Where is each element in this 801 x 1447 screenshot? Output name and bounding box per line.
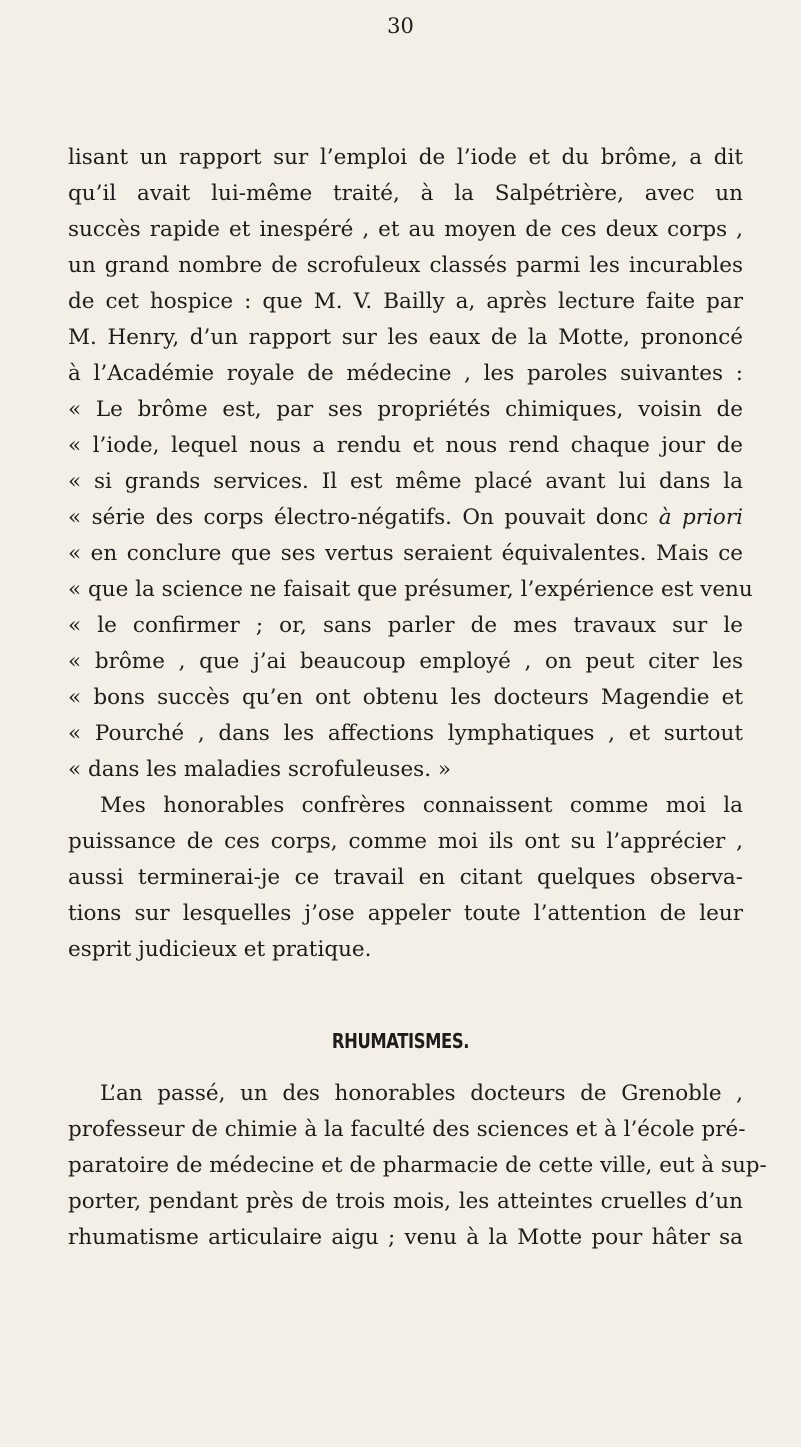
quote-line: « dans les maladies scrofuleuses. » [68, 757, 452, 782]
paragraph-line: esprit judicieux et pratique. [68, 937, 372, 962]
quote-line-with-italic [68, 500, 743, 536]
paragraph-line: de cet hospice : que M. V. Bailly a, après lecture faite par [68, 289, 743, 314]
paragraph-line: un grand nombre de scrofuleux classés parmi les incurables [68, 253, 743, 278]
paragraph-line: professeur de chimie à la faculté des sciences et à l’école pré- [68, 1117, 746, 1142]
paragraph-line: lisant un rapport sur l’emploi de l’iode et du brôme, a dit [68, 145, 743, 170]
paragraph-line: porter, pendant près de trois mois, les atteintes cruelles d’un [68, 1189, 743, 1214]
italic-phrase: à priori [658, 505, 744, 530]
section-heading: RHUMATISMES. [331, 1029, 470, 1053]
paragraph-line: puissance de ces corps, comme moi ils ont su l’apprécier , [68, 829, 743, 854]
paragraph-line: rhumatisme articulaire aigu ; venu à la Motte pour hâter sa [68, 1225, 743, 1250]
quote-line: « que la science ne faisait que présumer, l’expérience est venu [68, 577, 753, 602]
quote-line: « si grands services. Il est même placé avant lui dans la [68, 469, 743, 494]
paragraph-line: M. Henry, d’un rapport sur les eaux de la Motte, prononcé [68, 325, 743, 350]
paragraph-line: aussi terminerai-je ce travail en citant quelques observa- [68, 865, 743, 890]
quote-line: « l’iode, lequel nous a rendu et nous rend chaque jour de [68, 433, 743, 458]
paragraph-line: succès rapide et inespéré , et au moyen de ces deux corps , [68, 217, 743, 242]
quote-line: « brôme , que j’ai beaucoup employé , on peut citer les [68, 649, 743, 674]
quote-line: « Le brôme est, par ses propriétés chimiques, voisin de [68, 397, 743, 422]
quote-line: « Pourché , dans les affections lymphatiques , et surtout [68, 721, 743, 746]
page-number: 30 [387, 14, 414, 38]
quote-line-text: « série des corps électro-négatifs. On pouvait donc [68, 505, 649, 530]
paragraph-line: tions sur lesquelles j’ose appeler toute l’attention de leur [68, 901, 743, 926]
quote-line: « en conclure que ses vertus seraient équivalentes. Mais ce [68, 541, 743, 566]
paragraph-line: Mes honorables confrères connaissent comme moi la [100, 793, 743, 818]
paragraph-line: à l’Académie royale de médecine , les paroles suivantes : [68, 361, 743, 386]
paragraph-line: paratoire de médecine et de pharmacie de cette ville, eut à sup- [68, 1153, 767, 1178]
paragraph-line: L’an passé, un des honorables docteurs de Grenoble , [100, 1081, 743, 1106]
quote-line: « bons succès qu’en ont obtenu les docteurs Magendie et [68, 685, 743, 710]
quote-line: « le confirmer ; or, sans parler de mes travaux sur le [68, 613, 743, 638]
paragraph-line: qu’il avait lui-même traité, à la Salpétrière, avec un [68, 181, 743, 206]
